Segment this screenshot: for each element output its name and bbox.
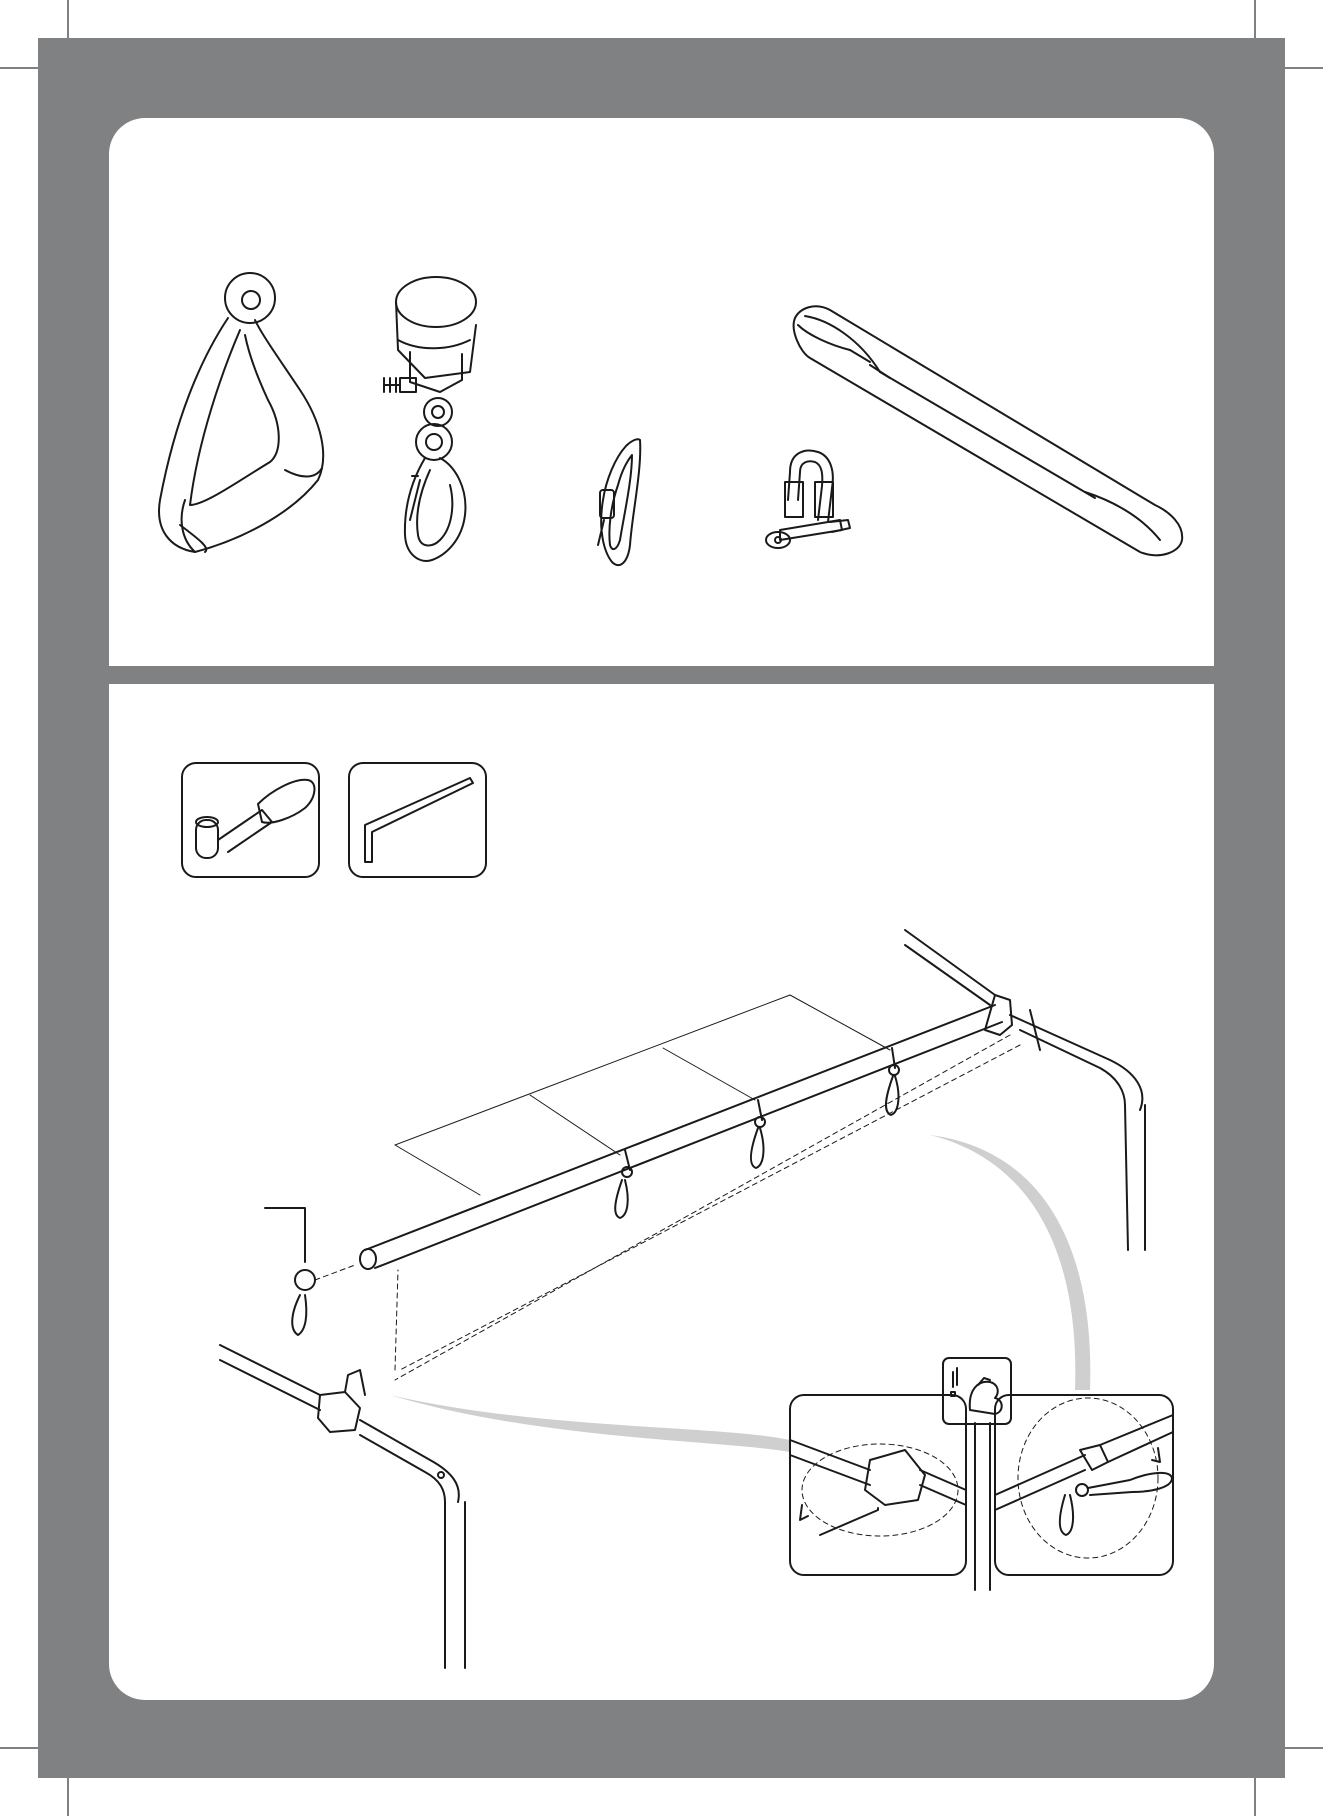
beam-hooks [615,1048,899,1218]
strap-icon [794,306,1183,555]
top-beam [360,1005,1002,1269]
left-frame [220,1345,465,1668]
swing-hanger-icon [384,277,476,561]
highlight-swoosh-left [390,1395,790,1452]
allen-key-tool [349,763,486,877]
dashed-guides [315,1035,1020,1380]
carabiner-icon [598,439,640,565]
d-shackle-icon [766,451,850,548]
wrench-detail [995,1395,1173,1575]
right-frame [905,930,1145,1250]
socket-wrench-tool [182,763,319,877]
allen-key-detail [790,1395,966,1575]
highlight-swoosh-right [930,1135,1090,1390]
trapeze-ring-icon [159,273,323,552]
loose-hanger [265,1208,315,1335]
